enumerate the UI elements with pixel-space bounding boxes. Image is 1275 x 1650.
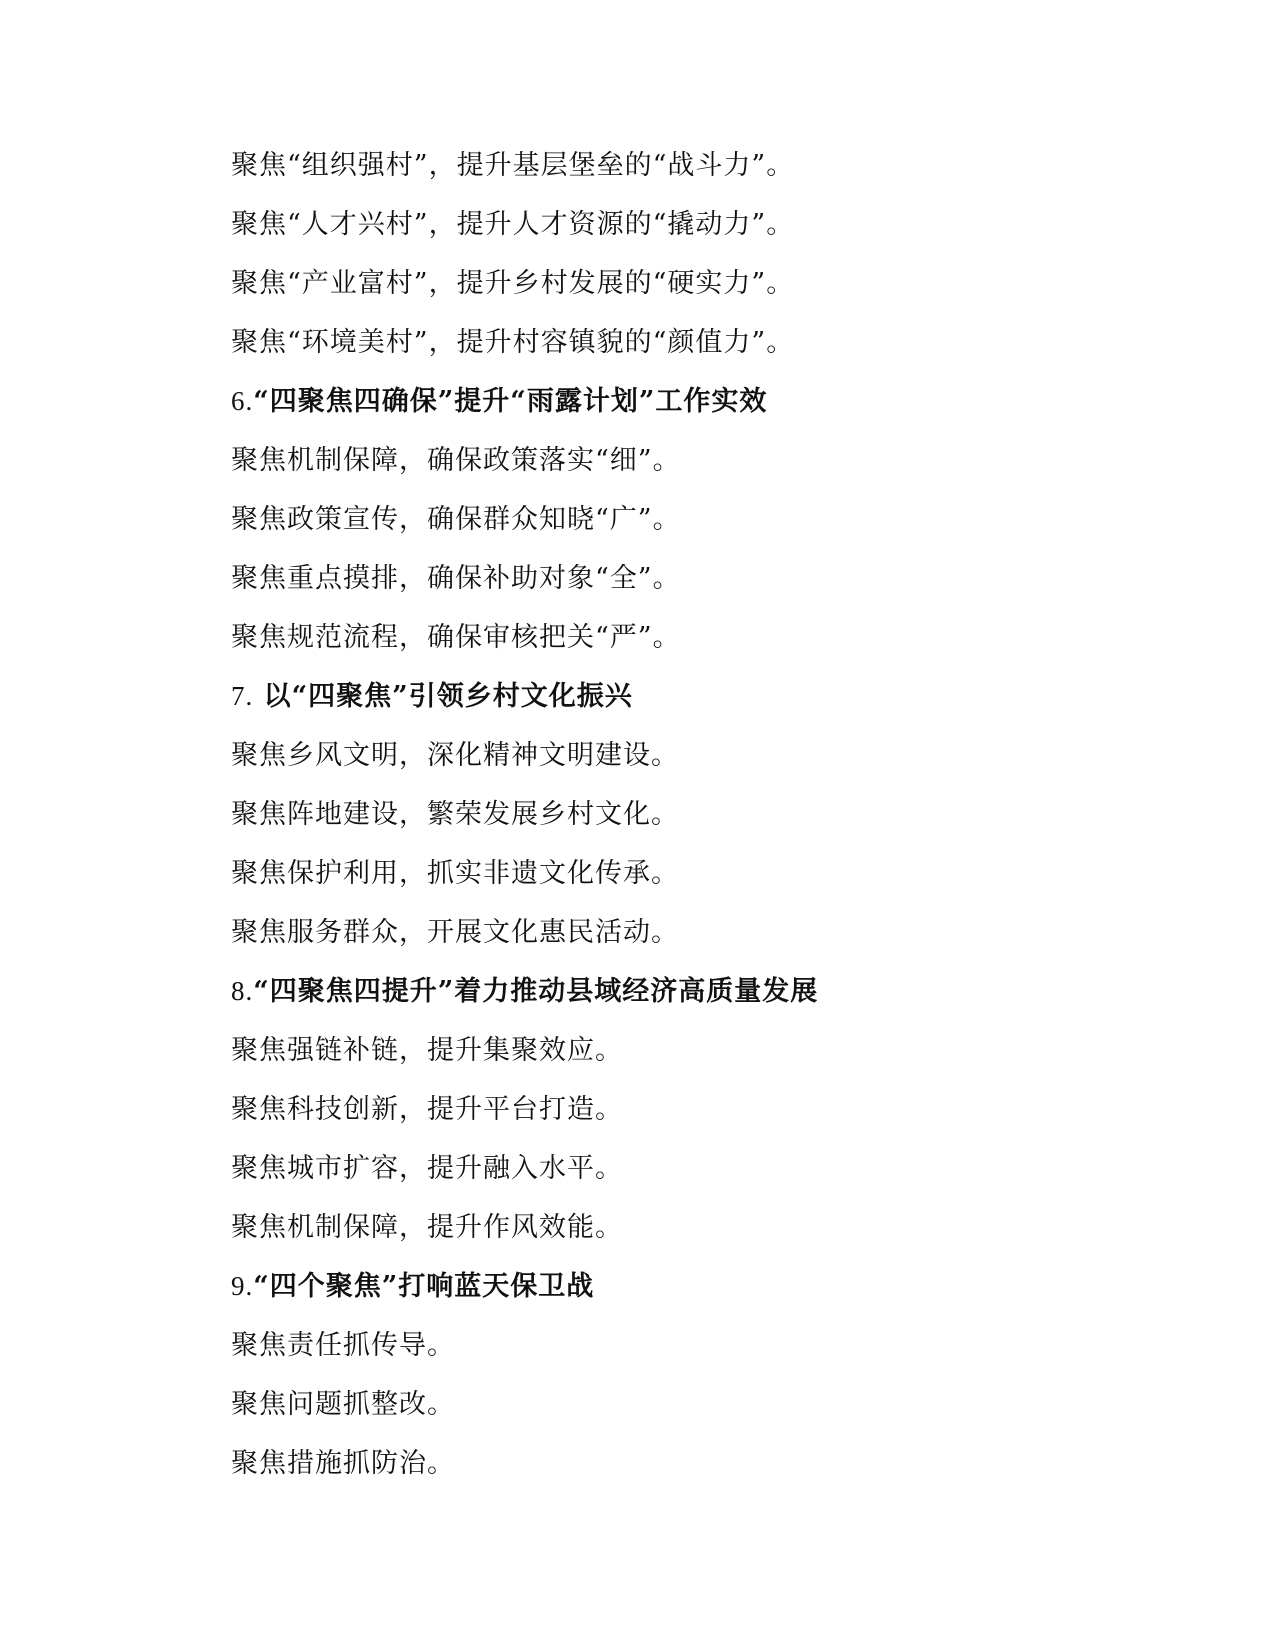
- section7-heading: [231, 667, 1151, 726]
- section7-item: 聚焦乡风文明，深化精神文明建设。: [231, 740, 679, 771]
- section9-heading: [231, 1257, 1151, 1316]
- section6-item: 聚焦重点摸排，确保补助对象“全”。: [231, 563, 681, 594]
- section6-item: 聚焦规范流程，确保审核把关“严”。: [231, 622, 681, 653]
- section6-item: 聚焦政策宣传，确保群众知晓“广”。: [231, 504, 681, 535]
- section7-title: 以“四聚焦”引领乡村文化振兴: [263, 681, 633, 712]
- section9-item: 聚焦措施抓防治。: [231, 1448, 455, 1479]
- section9-number: 9.: [231, 1271, 254, 1301]
- section6-heading: [231, 372, 1151, 431]
- section8-item: 聚焦机制保障，提升作风效能。: [231, 1212, 623, 1243]
- section8-item: 聚焦科技创新，提升平台打造。: [231, 1094, 623, 1125]
- section6-item: 聚焦机制保障，确保政策落实“细”。: [231, 445, 681, 476]
- section7-item: 聚焦服务群众，开展文化惠民活动。: [231, 917, 679, 948]
- section6-title: “四聚焦四确保”提升“雨露计划”工作实效: [253, 386, 768, 417]
- section8-item: 聚焦城市扩容，提升融入水平。: [231, 1153, 623, 1184]
- section8-number: 8.: [231, 976, 254, 1006]
- section8-title: “四聚焦四提升”着力推动县域经济高质量发展: [253, 976, 819, 1007]
- section7-number: 7.: [231, 681, 254, 711]
- section9-item: 聚焦问题抓整改。: [231, 1389, 455, 1420]
- section5-item: 聚焦“人才兴村”，提升人才资源的“撬动力”。: [231, 209, 795, 240]
- section8-heading: [231, 962, 1151, 1021]
- section5-item: 聚焦“组织强村”，提升基层堡垒的“战斗力”。: [231, 150, 795, 181]
- section5-item: 聚焦“产业富村”，提升乡村发展的“硬实力”。: [231, 268, 795, 299]
- section7-item: 聚焦保护利用，抓实非遗文化传承。: [231, 858, 679, 889]
- section7-item: 聚焦阵地建设，繁荣发展乡村文化。: [231, 799, 679, 830]
- section5-item: 聚焦“环境美村”，提升村容镇貌的“颜值力”。: [231, 327, 795, 358]
- document-page: [231, 136, 1151, 1493]
- section9-title: “四个聚焦”打响蓝天保卫战: [253, 1271, 595, 1302]
- section8-item: 聚焦强链补链，提升集聚效应。: [231, 1035, 623, 1066]
- section6-number: 6.: [231, 386, 254, 416]
- section9-item: 聚焦责任抓传导。: [231, 1330, 455, 1361]
